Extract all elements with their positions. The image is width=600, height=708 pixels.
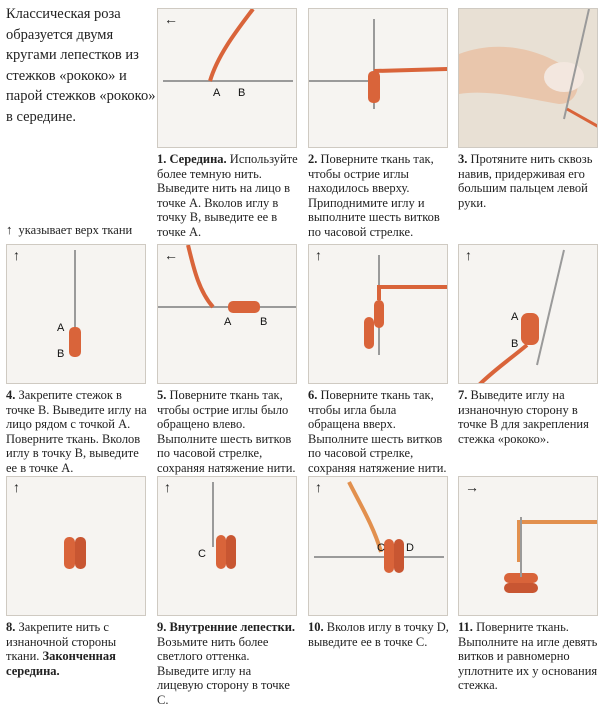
photo-step-9 [157,476,297,616]
up-arrow-icon: ↑ [465,249,472,264]
caption-step-4: 4. Закрепите стежок в точке B. Выведите иглу на лицо рядом с точкой A. Поверните ткань. Вколов иглу в точку B, выведите ее в точке A. [6,388,147,475]
up-arrow-icon: ↑ [315,481,322,496]
caption-step-9: 9. Внутренние лепестки. Возьмите нить более светлого оттенка. Выведите иглу на лицевую сторону в точке C. [157,620,296,707]
caption-step-1: 1. Середина. Используйте более темную нить. Выведите нить на лицо в точке A. Вколов иглу в точку B, выведите ее в точке A. [157,152,298,239]
caption-step-2: 2. Поверните ткань так, чтобы острие иглы находилось вверху. Приподнимите иглу и выполните шесть витков по часовой стрелке. [308,152,440,239]
point-b-label: B [238,87,246,99]
photo-step-4 [6,244,146,384]
point-b-label: B [57,348,65,360]
point-b-label: B [260,316,268,328]
photo-step-1 [157,8,297,148]
up-arrow-icon: ↑ [6,222,13,237]
caption-step-3: 3. Протяните нить сквозь навив, придерживая его большим пальцем левой руки. [458,152,593,210]
point-a-label: A [224,316,232,328]
left-arrow-icon: ← [164,249,178,264]
point-d-label: D [406,542,414,554]
point-c-label: C [198,548,206,560]
up-arrow-icon: ↑ [13,249,20,264]
caption-step-8: 8. Закрепите нить с изнаночной стороны ткани. Законченная середина. [6,620,117,678]
photo-step-6 [308,244,448,384]
caption-step-7: 7. Выведите иглу на изнаночную сторону в точке B для закрепления стежка «рококо». [458,388,589,446]
photo-step-8 [6,476,146,616]
legend [6,222,132,238]
caption-step-6: 6. Поверните ткань так, чтобы игла была обращена вверх. Выполните шесть витков по часовой стрелке, сохраняя натяжение нити. [308,388,447,475]
photo-step-11 [458,476,598,616]
caption-step-10: 10. Вколов иглу в точку D, выведите ее в точке C. [308,620,449,649]
point-a-label: A [57,322,65,334]
right-arrow-icon: → [465,481,479,496]
point-a-label: A [511,311,519,323]
photo-step-7 [458,244,598,384]
caption-step-5: 5. Поверните ткань так, чтобы острие иглы было обращено влево. Выполните шесть витков по часовой стрелке, сохраняя натяжение нити. [157,388,296,475]
point-c-label: C [377,542,385,554]
intro-text: Классическая роза образуется двумя кругами лепестков из стежков «рококо» и парой стежков «рококо» в середине. [6,6,156,125]
photo-step-3 [458,8,598,148]
up-arrow-icon: ↑ [315,249,322,264]
caption-step-11: 11. Поверните ткань. Выполните на игле девять витков и равномерно уплотните их у основания стежка. [458,620,598,693]
photo-step-10 [308,476,448,616]
photo-step-5 [157,244,297,384]
photo-step-2 [308,8,448,148]
up-arrow-icon: ↑ [13,481,20,496]
legend-text: указывает верх ткани [18,222,133,237]
left-arrow-icon: ← [164,13,178,28]
point-a-label: A [213,87,221,99]
up-arrow-icon: ↑ [164,481,171,496]
point-b-label: B [511,338,519,350]
